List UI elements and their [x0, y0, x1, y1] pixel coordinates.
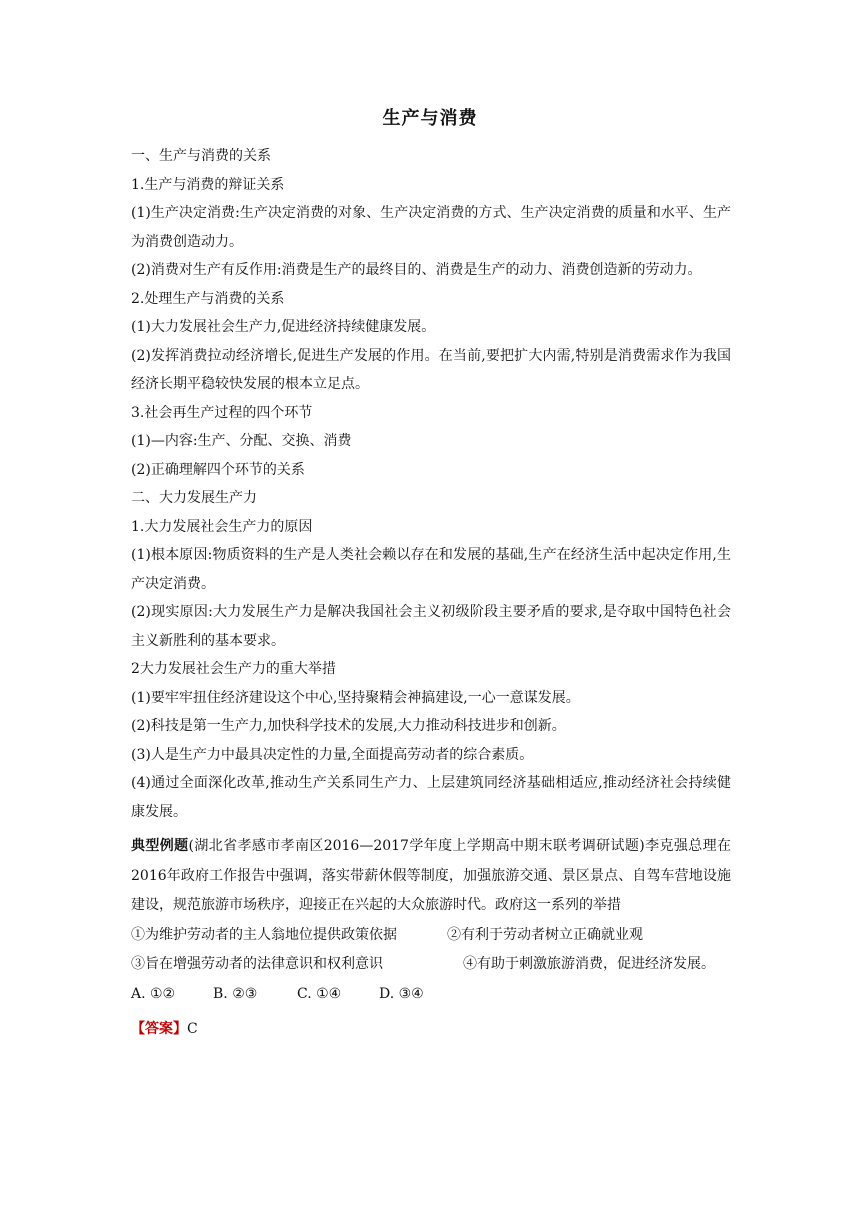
- paragraph-1-3-1: (1)—内容:生产、分配、交换、消费: [131, 433, 352, 449]
- option-d: D. ③④: [379, 985, 424, 1002]
- paragraph-1-2-1: (1)大力发展社会生产力,促进经济持续健康发展。: [131, 319, 436, 335]
- page-title: 生产与消费: [382, 108, 478, 129]
- paragraph-1-2-2: (2)发挥消费拉动经济增长,促进生产发展的作用。在当前,要把扩大内需,特别是消费需求作为我国经济长期平稳较快发展的根本立足点。: [131, 347, 731, 392]
- choice-4: ④有助于刺激旅游消费，促进经济发展。: [463, 956, 715, 972]
- paragraph-2-2-4: (4)通过全面深化改革,推动生产关系同生产力、上层建筑同经济基础相适应,推动经济社会持续健康发展。: [131, 775, 731, 820]
- section-heading-2: 二、大力发展生产力: [131, 490, 257, 506]
- document-body: [131, 142, 731, 1045]
- choice-2: ②有利于劳动者树立正确就业观: [447, 926, 643, 943]
- example-stem: (湖北省孝感市孝南区2016—2017学年度上学期高中期末联考调研试题)李克强总理在2016年政府工作报告中强调，落实带薪休假等制度，加强旅游交通、景区景点、自驾车营地设施建设，规范旅游市场秩序，迎接正在兴起的大众旅游时代。政府这一系列的举措: [131, 838, 731, 913]
- option-a: A. ①②: [131, 985, 176, 1002]
- paragraph-1-1-2: (2)消费对生产有反作用:消费是生产的最终目的、消费是生产的动力、消费创造新的劳动力。: [131, 262, 702, 278]
- choice-1: ①为维护劳动者的主人翁地位提供政策依据: [131, 926, 397, 943]
- paragraph-2-2-1: (1)要牢牢扭住经济建设这个中心,坚持聚精会神搞建设,一心一意谋发展。: [131, 689, 580, 706]
- paragraph-1-3-2: (2)正确理解四个环节的关系: [131, 461, 305, 478]
- choice-3: ③旨在增强劳动者的法律意识和权利意识: [131, 956, 383, 972]
- example-label: 典型例题: [131, 838, 189, 854]
- answer-label: 【答案】: [131, 1021, 187, 1037]
- example-question: [131, 832, 731, 1045]
- subheading-1-3: 3.社会再生产过程的四个环节: [131, 404, 313, 421]
- answer-options: [131, 980, 731, 1010]
- paragraph-2-2-2: (2)科技是第一生产力,加快科学技术的发展,大力推动科技进步和创新。: [131, 718, 566, 734]
- section-heading-1: 一、生产与消费的关系: [131, 148, 271, 164]
- paragraph-2-2-3: (3)人是生产力中最具决定性的力量,全面提高劳动者的综合素质。: [131, 746, 534, 763]
- paragraph-2-1-2: (2)现实原因:大力发展生产力是解决我国社会主义初级阶段主要矛盾的要求,是夺取中国特色社会主义新胜利的基本要求。: [131, 604, 731, 649]
- option-c: C. ①④: [297, 985, 342, 1002]
- paragraph-2-1-1: (1)根本原因:物质资料的生产是人类社会赖以存在和发展的基础,生产在经济生活中起决定作用,生产决定消费。: [131, 547, 731, 592]
- subheading-1-1: 1.生产与消费的辩证关系: [131, 176, 285, 193]
- choice-row-1: [131, 921, 731, 951]
- answer-value: C: [187, 1021, 198, 1037]
- choice-row-2: [131, 950, 731, 980]
- answer-line: [131, 1015, 731, 1045]
- subheading-1-2: 2.处理生产与消费的关系: [131, 290, 285, 307]
- example-stem-paragraph: [131, 832, 731, 921]
- subheading-2-1: 1.大力发展社会生产力的原因: [131, 518, 313, 535]
- subheading-2-2: 2大力发展社会生产力的重大举措: [131, 661, 336, 677]
- paragraph-1-1-1: (1)生产决定消费:生产决定消费的对象、生产决定消费的方式、生产决定消费的质量和水平、生产为消费创造动力。: [131, 205, 731, 250]
- option-b: B. ②③: [213, 985, 258, 1002]
